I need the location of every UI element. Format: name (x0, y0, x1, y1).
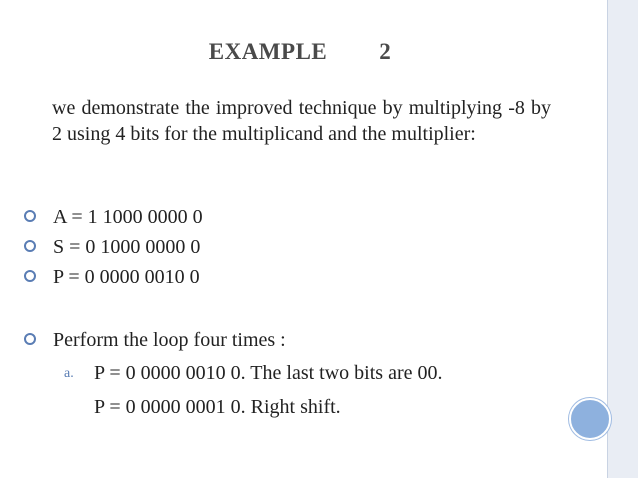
ring-bullet-icon (24, 270, 36, 282)
ring-bullet-icon (24, 210, 36, 222)
ring-bullet-icon (24, 240, 36, 252)
right-decorative-band (608, 0, 638, 478)
bullet-text: P = 0 0000 0010 0 (53, 266, 200, 288)
title-number: 2 (379, 39, 392, 64)
bullet-text: A = 1 1000 0000 0 (53, 206, 203, 228)
slide-title (0, 39, 600, 65)
title-word: EXAMPLE (208, 39, 328, 64)
intro-paragraph: we demonstrate the improved technique by multiplying -8 by 2 using 4 bits for the multiplicand and the multiplier: (52, 97, 551, 145)
decorative-circle (569, 398, 611, 440)
bullet-text: Perform the loop four times : (53, 329, 286, 351)
step-line: P = 0 0000 0010 0. The last two bits are 00. (94, 362, 443, 384)
step-line: P = 0 0000 0001 0. Right shift. (94, 396, 341, 418)
ring-bullet-icon (24, 333, 36, 345)
bullet-text: S = 0 1000 0000 0 (53, 236, 201, 258)
step-marker: a. (64, 366, 74, 381)
